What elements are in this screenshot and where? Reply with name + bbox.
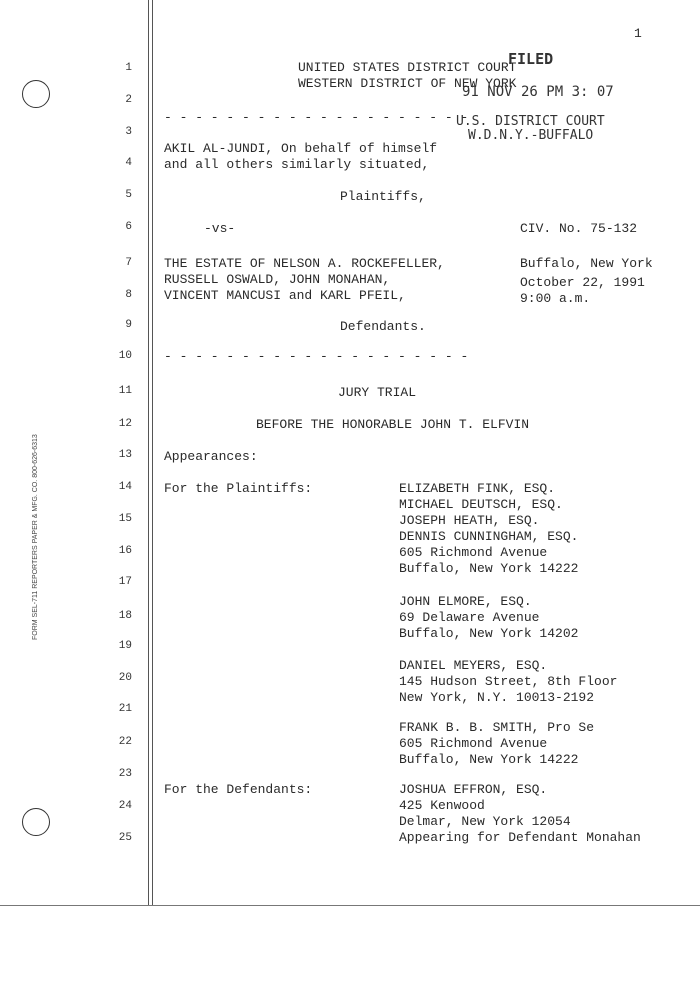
plaintiffs-counsel-line: Buffalo, New York 14222 xyxy=(399,561,579,576)
plaintiffs-counsel-line: Buffalo, New York 14222 xyxy=(399,752,579,767)
plaintiffs-counsel-line: DANIEL MEYERS, ESQ. xyxy=(399,658,548,673)
session-place: Buffalo, New York xyxy=(520,256,653,271)
defendants-counsel-line: Appearing for Defendant Monahan xyxy=(399,830,641,845)
plaintiffs-counsel-line: FRANK B. B. SMITH, Pro Se xyxy=(399,720,595,735)
line-number: 20 xyxy=(118,672,132,684)
judge-line: BEFORE THE HONORABLE JOHN T. ELFVIN xyxy=(256,417,530,432)
versus: -vs- xyxy=(204,221,236,236)
form-label: FORM SEL-711 REPORTERS PAPER & MFG. CO. 800-626-6313 xyxy=(32,434,39,640)
line-number: 9 xyxy=(125,319,132,331)
line-number: 14 xyxy=(118,481,132,493)
line-number: 4 xyxy=(125,157,132,169)
session-date: October 22, 1991 xyxy=(520,275,645,290)
margin-rule-left xyxy=(148,0,149,905)
defendants-counsel-line: 425 Kenwood xyxy=(399,798,485,813)
plaintiffs-counsel-line: 69 Delaware Avenue xyxy=(399,610,540,625)
case-number: CIV. No. 75-132 xyxy=(520,221,638,236)
line-number: 1 xyxy=(125,62,132,74)
line-number: 21 xyxy=(118,703,132,715)
plaintiffs-counsel-label: For the Plaintiffs: xyxy=(164,481,313,496)
line-number: 2 xyxy=(125,94,132,106)
plaintiffs-counsel-line: Buffalo, New York 14202 xyxy=(399,626,579,641)
court-district: WESTERN DISTRICT OF NEW YORK xyxy=(298,76,517,91)
line-number: 6 xyxy=(125,221,132,233)
line-number: 7 xyxy=(125,257,132,269)
line-number: 18 xyxy=(118,610,132,622)
bottom-rule xyxy=(0,905,700,906)
defendants-line-2: RUSSELL OSWALD, JOHN MONAHAN, xyxy=(164,272,391,287)
line-number: 8 xyxy=(125,289,132,301)
plaintiff-name: AKIL AL-JUNDI, On behalf of himself xyxy=(164,141,438,156)
defendants-counsel-line: Delmar, New York 12054 xyxy=(399,814,571,829)
line-number: 12 xyxy=(118,418,132,430)
defendants-counsel-line: JOSHUA EFFRON, ESQ. xyxy=(399,782,548,797)
defendants-counsel-label: For the Defendants: xyxy=(164,782,313,797)
plaintiff-role: Plaintiffs, xyxy=(340,189,426,204)
appearances-label: Appearances: xyxy=(164,449,258,464)
session-time: 9:00 a.m. xyxy=(520,291,591,306)
caption-separator-bottom: - - - - - - - - - - - - - - - - - - - - xyxy=(164,349,469,364)
line-number: 11 xyxy=(118,385,132,397)
filed-stamp: FILED xyxy=(508,50,554,68)
caption-separator-top: - - - - - - - - - - - - - - - - - - - - xyxy=(164,110,469,125)
plaintiffs-counsel-line: JOSEPH HEATH, ESQ. xyxy=(399,513,540,528)
plaintiffs-counsel-line: 145 Hudson Street, 8th Floor xyxy=(399,674,618,689)
line-number: 24 xyxy=(118,800,132,812)
proceeding-title: JURY TRIAL xyxy=(338,385,417,400)
filed-stamp-court: U.S. DISTRICT COURT xyxy=(456,114,605,129)
defendants-line-3: VINCENT MANCUSI and KARL PFEIL, xyxy=(164,288,406,303)
line-number: 5 xyxy=(125,189,132,201)
plaintiffs-counsel-line: ELIZABETH FINK, ESQ. xyxy=(399,481,556,496)
line-number: 10 xyxy=(118,350,132,362)
plaintiffs-counsel-line: JOHN ELMORE, ESQ. xyxy=(399,594,532,609)
filed-stamp-location: W.D.N.Y.-BUFFALO xyxy=(468,128,594,143)
filed-stamp-date: 91 NOV 26 PM 3: 07 xyxy=(462,84,614,100)
line-number: 25 xyxy=(118,832,132,844)
line-number: 13 xyxy=(118,449,132,461)
plaintiffs-counsel-line: DENNIS CUNNINGHAM, ESQ. xyxy=(399,529,579,544)
line-number: 23 xyxy=(118,768,132,780)
plaintiffs-counsel-line: MICHAEL DEUTSCH, ESQ. xyxy=(399,497,563,512)
defendants-role: Defendants. xyxy=(340,319,426,334)
defendants-line-1: THE ESTATE OF NELSON A. ROCKEFELLER, xyxy=(164,256,445,271)
line-number: 16 xyxy=(118,545,132,557)
line-number: 17 xyxy=(118,576,132,588)
line-number: 22 xyxy=(118,736,132,748)
plaintiff-class: and all others similarly situated, xyxy=(164,157,430,172)
court-name: UNITED STATES DISTRICT COURT xyxy=(298,60,517,75)
line-number: 3 xyxy=(125,126,132,138)
punch-hole-bottom xyxy=(22,808,50,836)
punch-hole-top xyxy=(22,80,50,108)
line-number: 19 xyxy=(118,640,132,652)
margin-rule-right xyxy=(152,0,153,905)
line-number: 15 xyxy=(118,513,132,525)
plaintiffs-counsel-line: 605 Richmond Avenue xyxy=(399,545,548,560)
page-number: 1 xyxy=(634,26,642,41)
plaintiffs-counsel-line: 605 Richmond Avenue xyxy=(399,736,548,751)
plaintiffs-counsel-line: New York, N.Y. 10013-2192 xyxy=(399,690,595,705)
